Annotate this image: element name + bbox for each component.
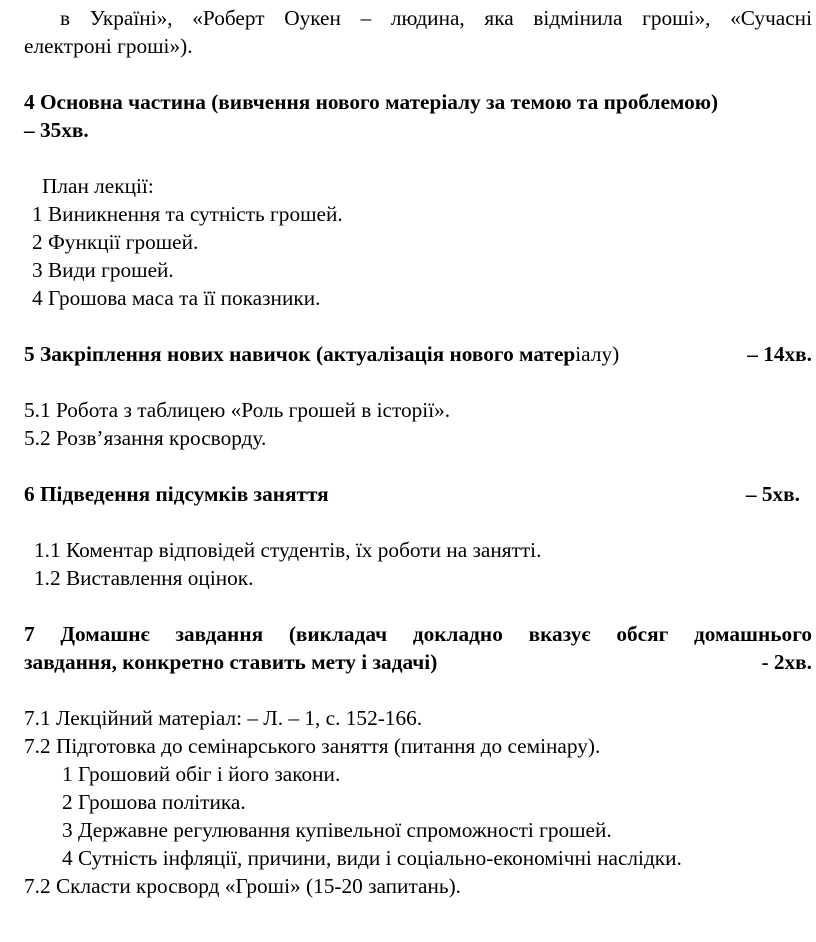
section-7-title-cont: завдання, конкретно ставить мету і задачі) xyxy=(24,650,438,674)
seminar-question: 4 Сутність інфляції, причини, види і соціально-економічні наслідки. xyxy=(62,846,682,870)
seminar-question: 3 Державне регулювання купівельної спроможності грошей. xyxy=(62,818,612,842)
section-6-title: 6 Підведення підсумків заняття xyxy=(24,482,329,506)
section-5-time: – 14хв. xyxy=(747,342,812,366)
section-6-time: – 5хв. xyxy=(745,482,800,506)
section-7-heading: 7 Домашнє завдання (викладач докладно вказує обсяг домашнього xyxy=(24,622,812,646)
plan-item: 4 Грошова маса та її показники. xyxy=(32,286,321,310)
section-4-heading-time: – 35хв. xyxy=(24,118,89,142)
plan-item: 3 Види грошей. xyxy=(32,258,174,282)
list-item: 5.2 Розв’язання кросворду. xyxy=(24,426,267,450)
list-item: 7.2 Підготовка до семінарського заняття (питання до семінару). xyxy=(24,734,601,758)
seminar-question: 2 Грошова політика. xyxy=(62,790,246,814)
seminar-question: 1 Грошовий обіг і його закони. xyxy=(62,762,341,786)
section-7-heading-line-2 xyxy=(24,648,812,676)
section-5-title-normal: іалу) xyxy=(575,342,620,366)
lecture-plan-title: План лекції: xyxy=(42,174,154,198)
section-5-title-bold: 5 Закріплення нових навичок (актуалізація нового матер xyxy=(24,342,576,366)
plan-item: 1 Виникнення та сутність грошей. xyxy=(32,202,343,226)
list-item: 7.2 Скласти кросворд «Гроші» (15-20 запитань). xyxy=(24,874,462,898)
intro-line-2: електроні гроші»). xyxy=(24,34,193,58)
list-item: 1.1 Коментар відповідей студентів, їх роботи на занятті. xyxy=(34,538,542,562)
plan-item: 2 Функції грошей. xyxy=(32,230,199,254)
section-5-title xyxy=(24,340,619,368)
list-item: 5.1 Робота з таблицею «Роль грошей в історії». xyxy=(24,398,451,422)
section-5-heading xyxy=(24,340,812,368)
section-4-heading: 4 Основна частина (вивчення нового матеріалу за темою та проблемою) xyxy=(24,90,719,114)
list-item: 7.1 Лекційний матеріал: – Л. – 1, с. 152-166. xyxy=(24,706,423,730)
intro-line-1: в Україні», «Роберт Оукен – людина, яка відмінила гроші», «Сучасні xyxy=(60,6,812,30)
section-6-heading xyxy=(24,480,800,508)
list-item: 1.2 Виставлення оцінок. xyxy=(34,566,254,590)
section-7-time: - 2хв. xyxy=(761,650,812,674)
